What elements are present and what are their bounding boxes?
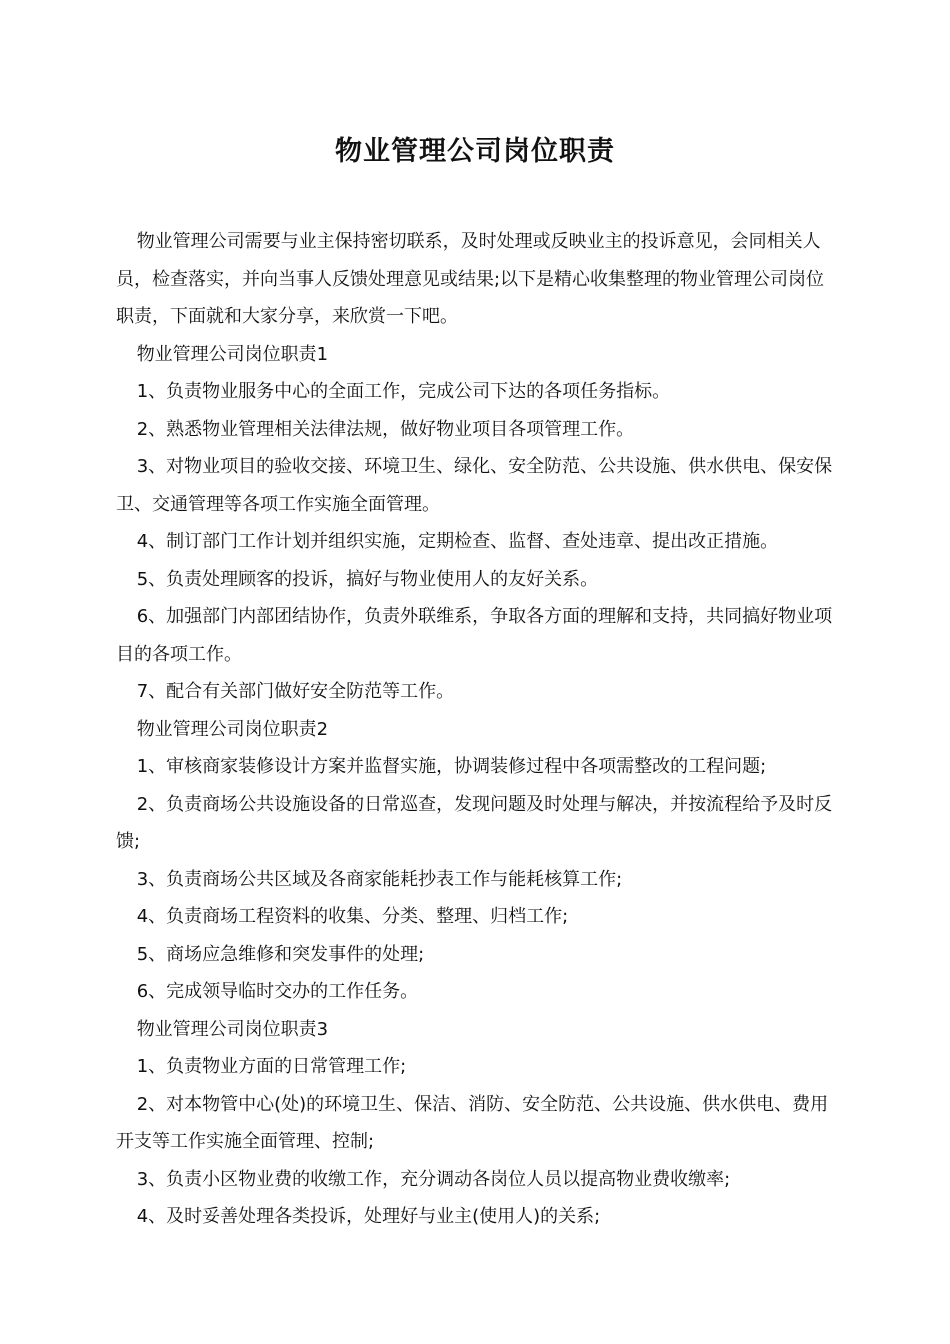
list-item: 5、负责处理顾客的投诉，搞好与物业使用人的友好关系。 [136,568,599,590]
section-heading-3: 物业管理公司岗位职责3 [136,1018,329,1040]
intro-paragraph: 物业管理公司需要与业主保持密切联系，及时处理或反映业主的投诉意见，会同相关人员，检查落实，并向当事人反馈处理意见或结果;以下是精心收集整理的物业管理公司岗位职责，下面就和大家分享，来欣赏一下吧。 [116,231,825,327]
document-title: 物业管理公司岗位职责 [335,136,615,167]
list-item: 2、对本物管中心(处)的环境卫生、保洁、消防、安全防范、公共设施、供水供电、费用开支等工作实施全面管理、控制; [116,1093,829,1152]
document-body [116,223,838,1236]
list-item: 2、熟悉物业管理相关法律法规，做好物业项目各项管理工作。 [136,418,635,440]
section-heading-2: 物业管理公司岗位职责2 [136,718,329,740]
list-item: 4、及时妥善处理各类投诉，处理好与业主(使用人)的关系; [136,1206,601,1227]
list-item: 4、负责商场工程资料的收集、分类、整理、归档工作; [136,906,569,927]
list-item: 5、商场应急维修和突发事件的处理; [136,943,425,965]
section-heading-1: 物业管理公司岗位职责1 [136,343,329,365]
list-item: 6、加强部门内部团结协作，负责外联维系，争取各方面的理解和支持，共同搞好物业项目的各项工作。 [116,606,833,665]
list-item: 3、负责小区物业费的收缴工作，充分调动各岗位人员以提高物业费收缴率; [136,1168,731,1190]
list-item: 2、负责商场公共设施设备的日常巡查，发现问题及时处理与解决，并按流程给予及时反馈; [116,793,833,852]
list-item: 6、完成领导临时交办的工作任务。 [136,981,419,1002]
list-item: 3、负责商场公共区域及各商家能耗抄表工作与能耗核算工作; [136,868,623,890]
list-item: 1、负责物业方面的日常管理工作; [136,1056,407,1077]
list-item: 4、制订部门工作计划并组织实施，定期检查、监督、查处违章、提出改正措施。 [136,531,779,552]
list-item: 1、审核商家装修设计方案并监督实施，协调装修过程中各项需整改的工程问题; [136,756,767,777]
list-item: 1、负责物业服务中心的全面工作，完成公司下达的各项任务指标。 [136,381,671,402]
list-item: 3、对物业项目的验收交接、环境卫生、绿化、安全防范、公共设施、供水供电、保安保卫、交通管理等各项工作实施全面管理。 [116,456,833,515]
list-item: 7、配合有关部门做好安全防范等工作。 [136,681,455,702]
